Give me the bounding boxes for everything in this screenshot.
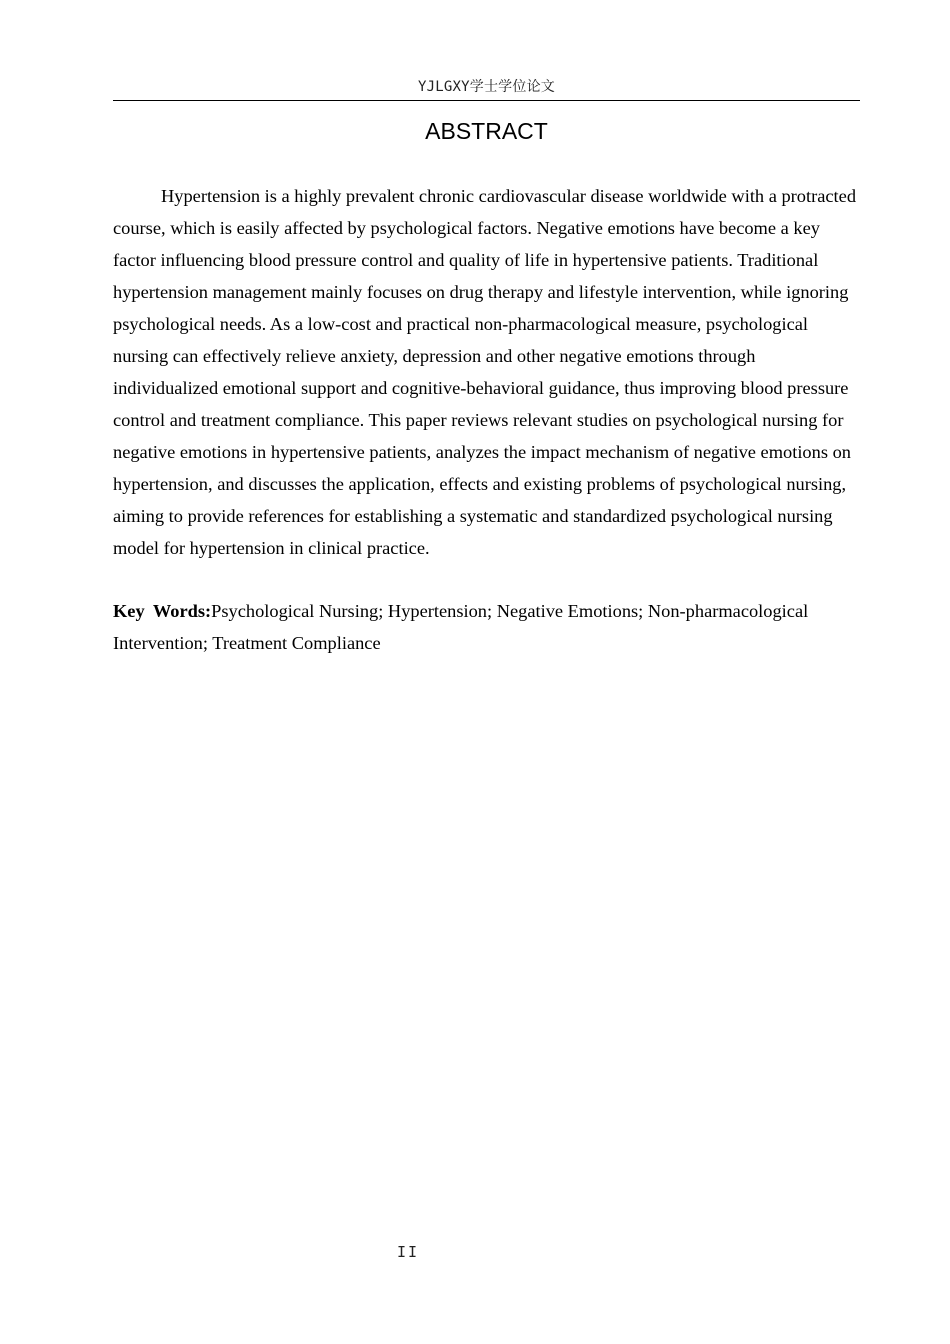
abstract-title: ABSTRACT bbox=[425, 118, 548, 144]
abstract-body: Hypertension is a highly prevalent chronic cardiovascular disease worldwide with a protracted course, which is easily affected by psychological factors. Negative emotions have become a key factor influencing blood pressure control and quality of life in hypertensive patients. Traditional hypertension management mainly focuses on drug therapy and lifestyle intervention, while ignoring psychological needs. As a low-cost and practical non-pharmacological measure, psychological nursing can effectively relieve anxiety, depression and other negative emotions through individualized emotional support and cognitive-behavioral guidance, thus improving blood pressure control and treatment compliance. This paper reviews relevant studies on psychological nursing for negative emotions in hypertensive patients, analyzes the impact mechanism of negative emotions on hypertension, and discusses the application, effects and existing problems of psychological nursing, aiming to provide references for establishing a systematic and standardized psychological nursing model for hypertension in clinical practice. bbox=[113, 186, 857, 558]
keywords bbox=[113, 595, 860, 659]
keywords-label: Key Words: bbox=[113, 601, 212, 621]
running-header: YJLGXY学士学位论文 bbox=[418, 79, 555, 95]
header-rule bbox=[113, 100, 860, 101]
page-number: II bbox=[396, 1243, 420, 1261]
keywords-list: Psychological Nursing; Hypertension; Negative Emotions; Non-pharmacological Intervention; Treatment Compliance bbox=[113, 601, 809, 653]
